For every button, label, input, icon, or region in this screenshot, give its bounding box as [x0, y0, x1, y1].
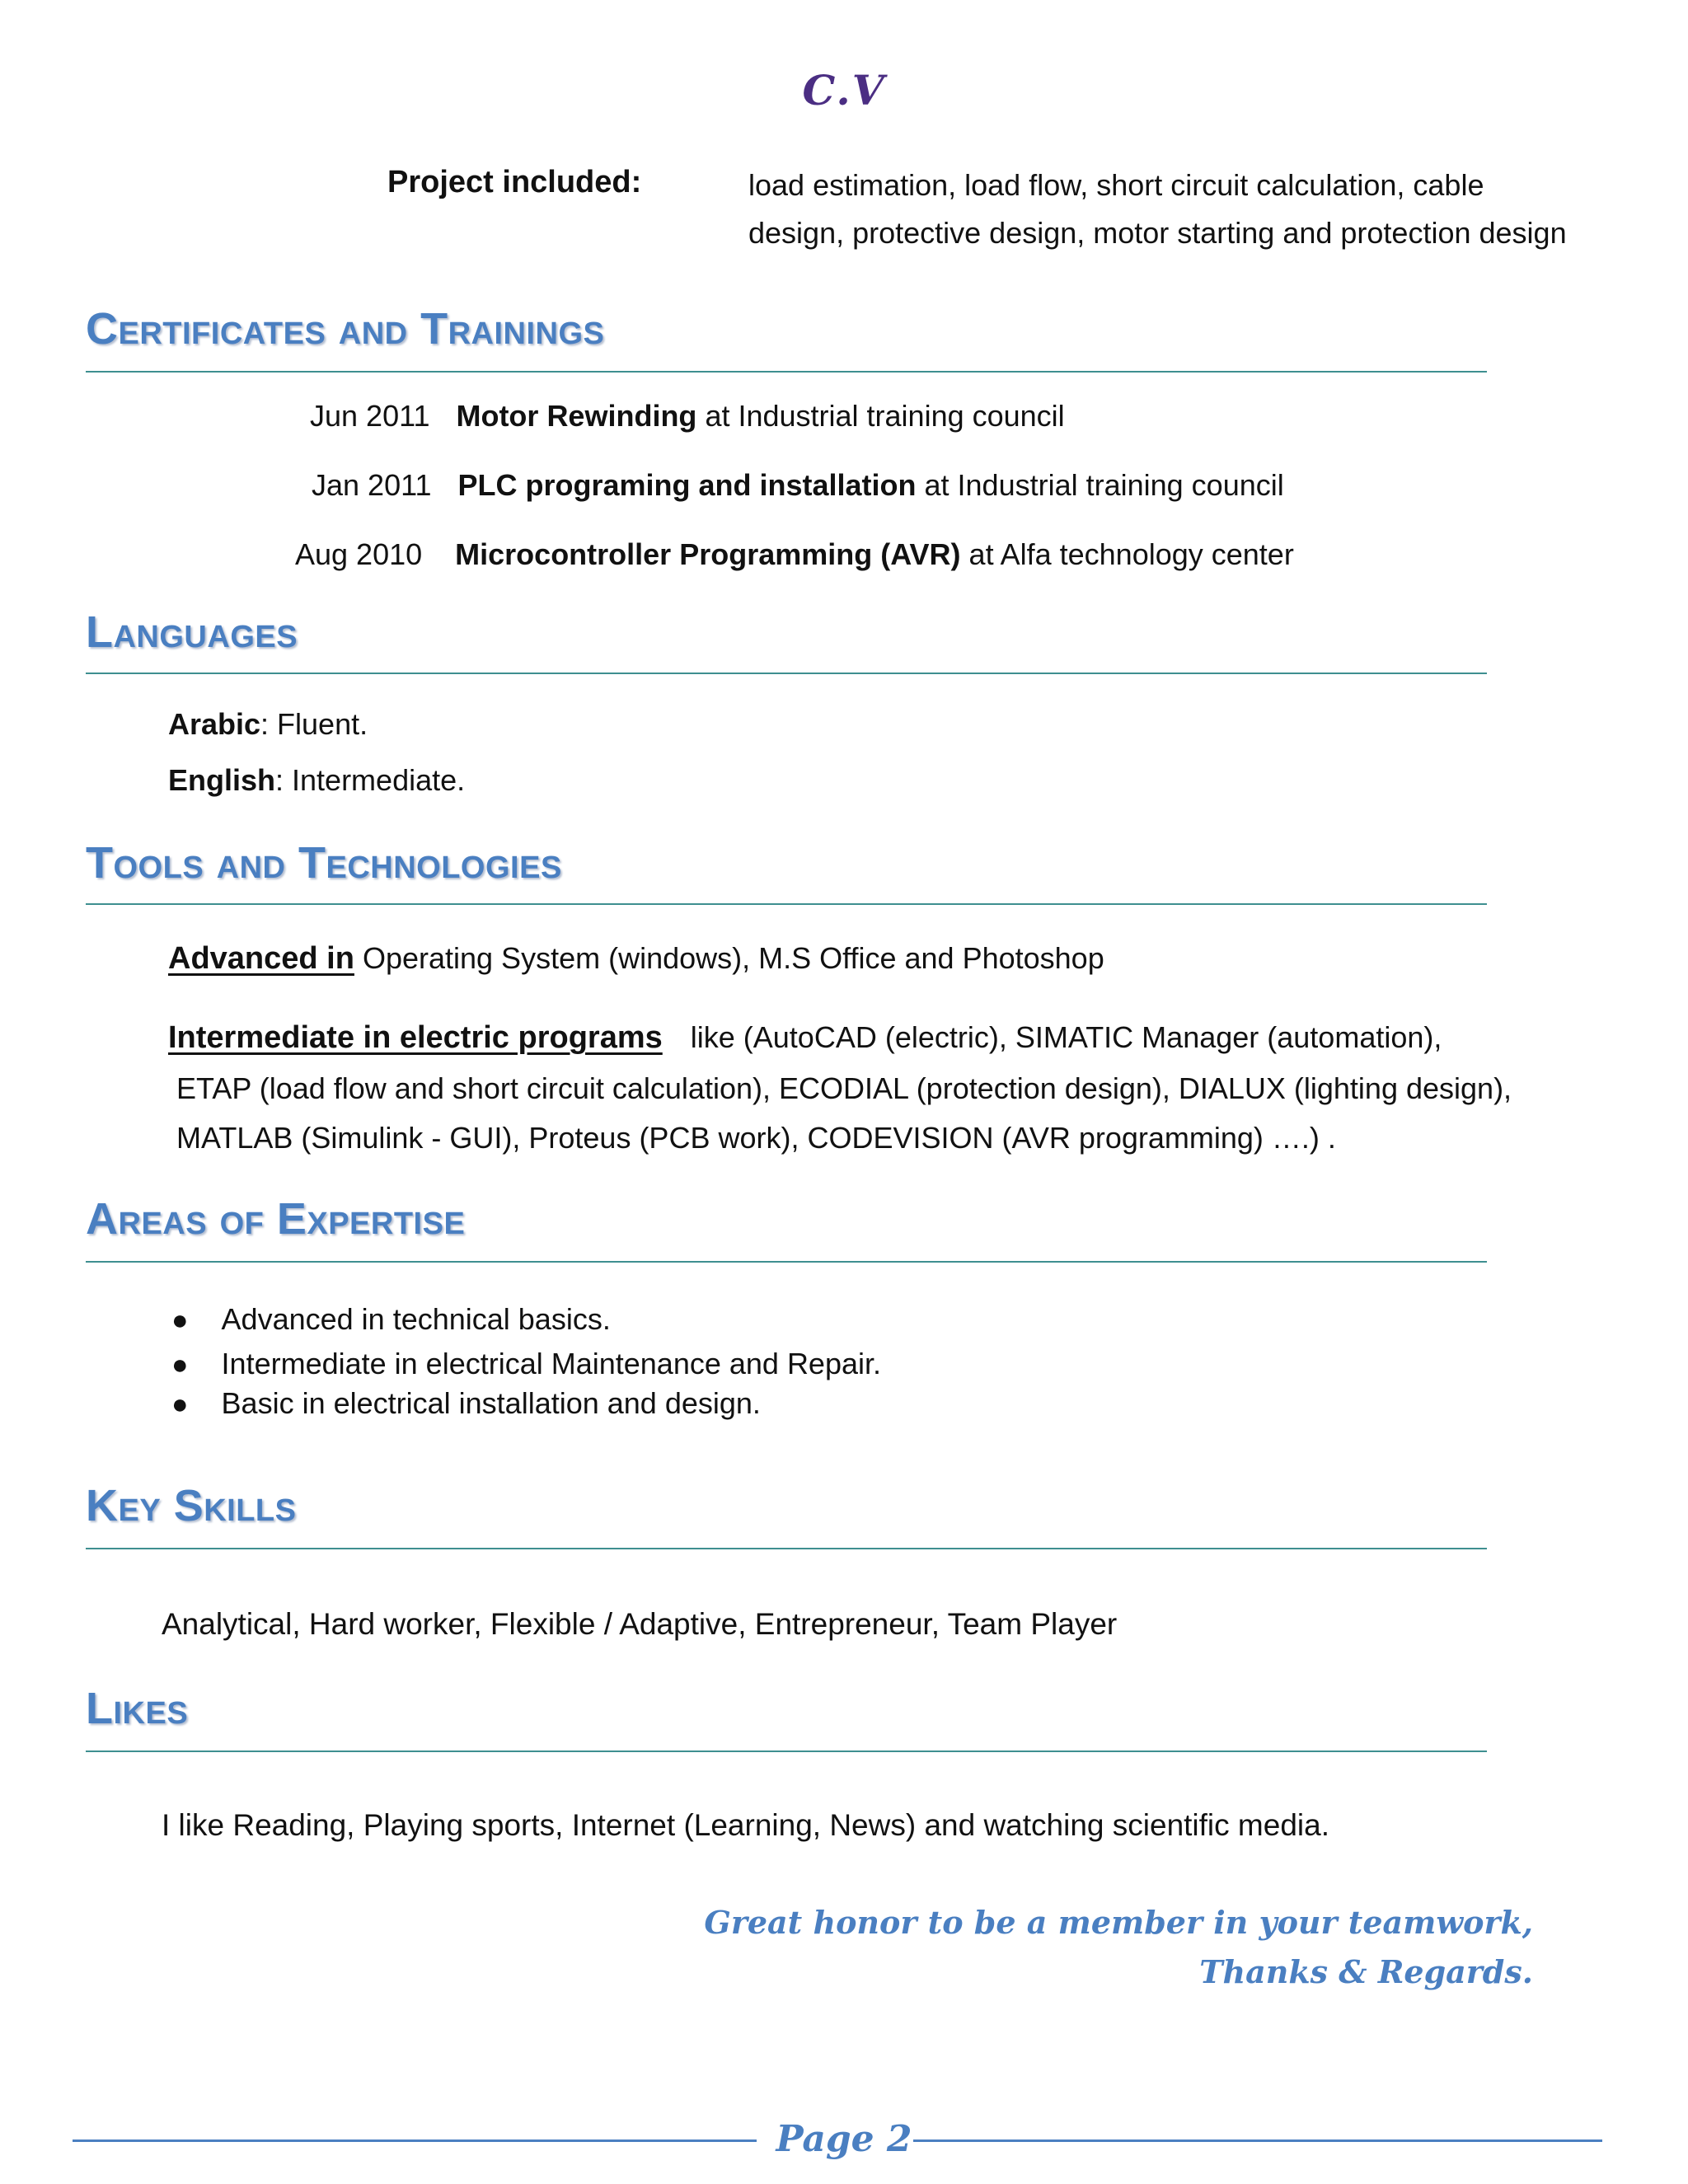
skills-text: Analytical, Hard worker, Flexible / Adaptive, Entrepreneur, Team Player	[162, 1607, 1118, 1641]
certificate-location: at Industrial training council	[916, 468, 1284, 502]
project-line: design, protective design, motor starting and protection design	[748, 216, 1567, 250]
section-title-expertise: Areas of Expertise	[86, 1194, 466, 1244]
likes-text: I like Reading, Playing sports, Internet (Learning, News) and watching scientific media.	[162, 1808, 1329, 1842]
certificate-date: Jan 2011	[312, 468, 432, 502]
certificate-name: Microcontroller Programming (AVR)	[455, 537, 961, 571]
certificate-name: Motor Rewinding	[456, 399, 697, 433]
expertise-item	[171, 1386, 761, 1421]
tools-advanced	[168, 941, 1104, 977]
tools-intermediate	[168, 1020, 1442, 1056]
tools-intermediate-line: MATLAB (Simulink - GUI), Proteus (PCB work), CODEVISION (AVR programming) ….) .	[176, 1121, 1336, 1155]
project-line: load estimation, load flow, short circuit calculation, cable	[748, 168, 1484, 202]
section-divider	[86, 673, 1487, 674]
language-item	[168, 707, 368, 742]
footer-divider-right	[913, 2139, 1602, 2142]
project-label: Project included:	[387, 165, 642, 199]
expertise-text: Advanced in technical basics.	[221, 1302, 611, 1336]
certificate-item	[312, 468, 1284, 503]
language-level: : Fluent.	[260, 707, 368, 741]
section-title-skills: Key Skills	[86, 1481, 297, 1530]
tools-intermediate-label: Intermediate in electric programs	[168, 1020, 663, 1055]
expertise-text: Intermediate in electrical Maintenance and Repair.	[221, 1347, 882, 1380]
certificate-item	[310, 399, 1065, 434]
expertise-item	[171, 1347, 881, 1381]
section-title-certificates: Certificates and Trainings	[86, 304, 605, 354]
section-divider	[86, 903, 1487, 905]
tools-intermediate-line: ETAP (load flow and short circuit calculation), ECODIAL (protection design), DIALUX (lighting design),	[176, 1071, 1512, 1105]
bullet-icon: ●	[171, 1305, 189, 1336]
tools-intermediate-line: like (AutoCAD (electric), SIMATIC Manager (automation),	[690, 1020, 1442, 1054]
section-divider	[86, 1261, 1487, 1263]
section-divider	[86, 1750, 1487, 1752]
certificate-item	[295, 537, 1294, 572]
certificate-location: at Industrial training council	[696, 399, 1065, 433]
language-name: Arabic	[168, 707, 261, 741]
language-item	[168, 763, 465, 798]
section-title-tools: Tools and Technologies	[86, 838, 562, 888]
certificate-date: Aug 2010	[295, 537, 423, 571]
certificate-date: Jun 2011	[310, 399, 430, 433]
language-name: English	[168, 763, 276, 797]
certificate-name: PLC programing and installation	[457, 468, 917, 502]
section-title-languages: Languages	[86, 607, 298, 657]
tools-advanced-text: Operating System (windows), M.S Office and Photoshop	[354, 941, 1104, 975]
expertise-item	[171, 1302, 611, 1337]
closing-regards: Thanks & Regards.	[1199, 1953, 1533, 1990]
cv-title: C.V	[802, 66, 886, 115]
tools-advanced-label: Advanced in	[168, 941, 354, 976]
closing-line: Great honor to be a member in your teamwork,	[704, 1904, 1533, 1941]
certificate-location: at Alfa technology center	[960, 537, 1294, 571]
section-title-likes: Likes	[86, 1684, 189, 1733]
project-description	[748, 162, 1597, 257]
bullet-icon: ●	[171, 1349, 189, 1380]
bullet-icon: ●	[171, 1389, 189, 1420]
expertise-text: Basic in electrical installation and design.	[221, 1386, 761, 1420]
page-number: Page 2	[776, 2118, 912, 2160]
language-level: : Intermediate.	[275, 763, 466, 797]
section-divider	[86, 371, 1487, 373]
section-divider	[86, 1548, 1487, 1549]
